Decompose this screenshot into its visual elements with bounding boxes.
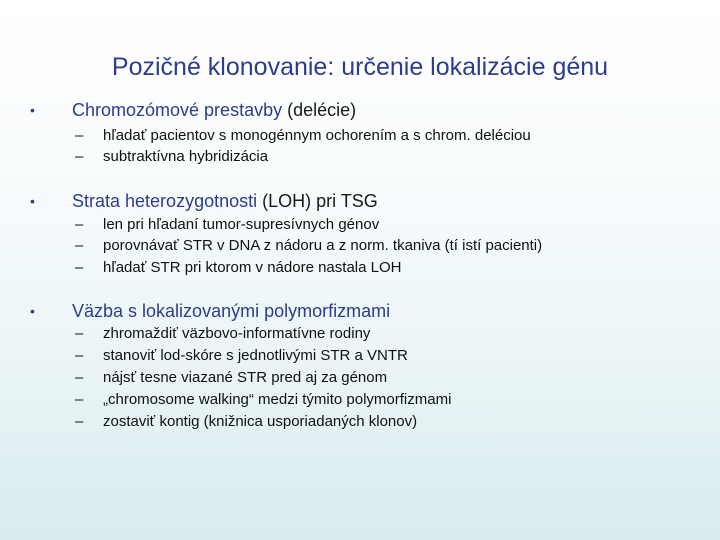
- dash-marker: –: [75, 325, 84, 342]
- sub-item-text: hľadať pacientov s monogénnym ochorením a s chrom. deléciou: [103, 127, 531, 144]
- slide-title: Pozičné klonovanie: určenie lokalizácie génu: [111, 53, 609, 81]
- sub-item-text: zhromaždiť väzbovo-informatívne rodiny: [103, 325, 371, 342]
- dash-marker: –: [75, 127, 84, 144]
- sub-item-text: porovnávať STR v DNA z nádoru a z norm. tkaniva (tí istí pacienti): [103, 237, 543, 254]
- sub-item-text: nájsť tesne viazané STR pred aj za génom: [103, 369, 388, 386]
- sub-item: [75, 125, 705, 146]
- dash-marker: –: [75, 237, 84, 254]
- sub-item: [75, 389, 705, 410]
- bullet-1: [30, 98, 700, 122]
- dash-marker: –: [75, 216, 84, 233]
- dash-marker: –: [75, 413, 84, 430]
- sub-item-text: „chromosome walking“ medzi týmito polymorfizmami: [103, 391, 452, 408]
- sub-item-text: subtraktívna hybridizácia: [103, 148, 269, 165]
- bullet-text: Väzba s lokalizovanými polymorfizmami: [72, 301, 391, 321]
- sub-item-text: len pri hľadaní tumor-supresívnych génov: [103, 216, 380, 233]
- bullet-marker: •: [30, 193, 35, 209]
- sub-item: [75, 235, 705, 256]
- sub-item: [75, 257, 705, 278]
- sub-item-text: hľadať STR pri ktorom v nádore nastala LOH: [103, 259, 402, 276]
- bullet-text: Strata heterozygotnosti (LOH) pri TSG: [72, 191, 378, 211]
- bullet-2: [30, 189, 700, 213]
- sub-item: [75, 214, 705, 235]
- sub-item: [75, 345, 705, 366]
- bullet-text: Chromozómové prestavby (delécie): [72, 100, 357, 120]
- bullet-3: [30, 299, 700, 323]
- sub-item: [75, 367, 705, 388]
- sub-item: [75, 411, 705, 432]
- bullet-marker: •: [30, 303, 35, 319]
- dash-marker: –: [75, 347, 84, 364]
- sub-item: [75, 323, 705, 344]
- dash-marker: –: [75, 391, 84, 408]
- sub-item-text: stanoviť lod-skóre s jednotlivými STR a VNTR: [103, 347, 408, 364]
- dash-marker: –: [75, 259, 84, 276]
- dash-marker: –: [75, 369, 84, 386]
- sub-item-text: zostaviť kontig (knižnica usporiadaných klonov): [103, 413, 418, 430]
- dash-marker: –: [75, 148, 84, 165]
- bullet-marker: •: [30, 102, 35, 118]
- sub-item: [75, 146, 705, 167]
